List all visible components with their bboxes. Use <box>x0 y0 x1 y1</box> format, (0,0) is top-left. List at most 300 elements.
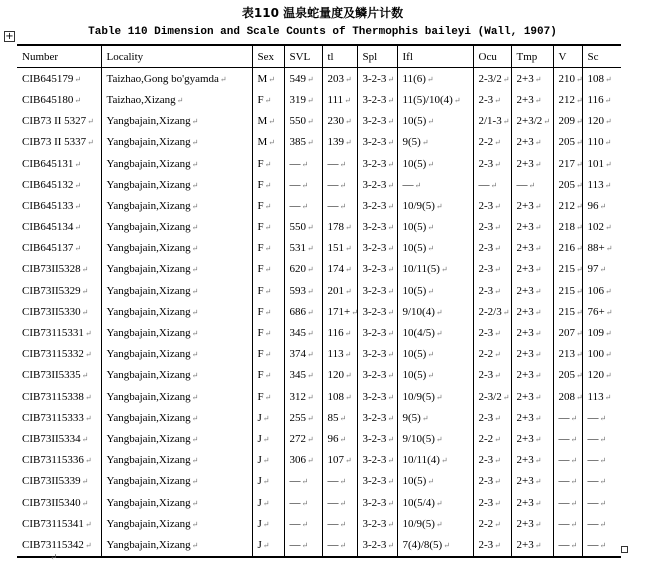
cell-end-mark-icon: ↵ <box>301 159 309 169</box>
col-header-sc: Sc <box>582 45 621 68</box>
cell-value: 3-2-3 <box>362 242 387 255</box>
cell-end-mark-icon: ↵ <box>191 371 199 381</box>
cell-end-mark-icon: ↵ <box>605 286 612 296</box>
cell-value: — <box>327 475 339 488</box>
cell-end-mark-icon: ↵ <box>307 456 314 466</box>
cell-end-mark-icon: ↵ <box>502 117 510 127</box>
cell-end-mark-icon: ↵ <box>191 540 199 550</box>
table-row <box>17 471 621 492</box>
cell-end-mark-icon: ↵ <box>440 265 448 275</box>
cell-end-mark-icon: ↵ <box>345 392 352 402</box>
cell-v <box>553 89 582 110</box>
cell-tmp <box>511 217 553 238</box>
cell-ocu <box>473 217 511 238</box>
cell-number <box>17 471 101 492</box>
cell-ocu <box>473 195 511 216</box>
cell-end-mark-icon: ↵ <box>570 540 578 550</box>
cell-value: — <box>516 178 528 191</box>
cell-end-mark-icon: ↵ <box>307 413 314 423</box>
cell-tmp <box>511 68 553 90</box>
cell-end-mark-icon: ↵ <box>191 265 199 275</box>
table-row <box>17 386 621 407</box>
cell-tmp <box>511 280 553 301</box>
cell-value: CIB73 II 5337 <box>22 136 87 149</box>
cell-value: Yangbajain,Xizang <box>106 263 191 276</box>
cell-value: 201 <box>327 284 344 297</box>
cell-end-mark-icon: ↵ <box>534 307 542 317</box>
cell-value: Taizhao,Gong bo'gyamda <box>106 72 219 85</box>
cell-value: 2+3 <box>516 517 534 530</box>
cell-end-mark-icon: ↵ <box>191 201 199 211</box>
cell-end-mark-icon: ↵ <box>605 371 612 381</box>
table-row <box>17 174 621 195</box>
cell-svl <box>284 450 322 471</box>
cell-value: J <box>257 411 262 424</box>
cell-value: Yangbajain,Xizang <box>106 221 191 234</box>
cell-value: 215 <box>558 263 575 276</box>
cell-value: 2+3 <box>516 72 534 85</box>
cell-ocu <box>473 174 511 195</box>
cell-end-mark-icon: ↵ <box>84 456 92 466</box>
cell-end-mark-icon: ↵ <box>307 95 314 105</box>
cell-end-mark-icon: ↵ <box>494 540 501 550</box>
cell-end-mark-icon: ↵ <box>440 456 448 466</box>
cell-end-mark-icon: ↵ <box>191 307 199 317</box>
cell-number <box>17 280 101 301</box>
table-row <box>17 111 621 132</box>
cell-end-mark-icon: ↵ <box>191 498 199 508</box>
cell-value: 171+ <box>327 305 351 318</box>
cell-value: CIB73115333 <box>22 411 84 424</box>
cell-ifl <box>397 450 473 471</box>
cell-number <box>17 259 101 280</box>
cell-locality <box>101 68 252 90</box>
cell-value: 10/9(5) <box>402 390 435 403</box>
cell-value: 85 <box>327 411 339 424</box>
cell-value: J <box>257 496 262 509</box>
table-title-english: Table 110 Dimension and Scale Counts of Thermophis baileyi (Wall, 1907) <box>88 26 557 38</box>
cell-tmp <box>511 534 553 556</box>
cell-end-mark-icon: ↵ <box>191 159 199 169</box>
cell-end-mark-icon: ↵ <box>307 244 314 254</box>
cell-ifl <box>397 132 473 153</box>
cell-value: 3-2-3 <box>362 221 387 234</box>
cell-sc <box>582 513 621 534</box>
cell-value: — <box>289 496 301 509</box>
cell-ocu <box>473 111 511 132</box>
cell-sex <box>252 322 284 343</box>
cell-value: 9/10(4) <box>402 305 435 318</box>
cell-locality <box>101 238 252 259</box>
cell-v <box>553 365 582 386</box>
col-header-spl: Spl <box>357 45 397 68</box>
cell-value: — <box>558 538 570 551</box>
cell-sex <box>252 386 284 407</box>
cell-value: 10(5) <box>402 348 427 361</box>
cell-number <box>17 322 101 343</box>
cell-spl <box>357 280 397 301</box>
cell-value: 108 <box>327 390 344 403</box>
cell-value: 2-3 <box>478 93 494 106</box>
cell-value: 208 <box>558 390 575 403</box>
col-header-sex: Sex <box>252 45 284 68</box>
cell-locality <box>101 89 252 110</box>
cell-end-mark-icon: ↵ <box>74 201 82 211</box>
cell-value: F <box>257 199 264 212</box>
cell-end-mark-icon: ↵ <box>339 498 347 508</box>
cell-tmp <box>511 195 553 216</box>
cell-end-mark-icon: ↵ <box>191 392 199 402</box>
cell-end-mark-icon: ↵ <box>494 434 501 444</box>
table-row <box>17 450 621 471</box>
cell-end-mark-icon: ↵ <box>599 498 607 508</box>
cell-spl <box>357 111 397 132</box>
cell-v <box>553 132 582 153</box>
cell-locality <box>101 153 252 174</box>
cell-end-mark-icon: ↵ <box>534 371 542 381</box>
cell-value: M <box>257 72 268 85</box>
cell-end-mark-icon: ↵ <box>387 519 395 529</box>
cell-end-mark-icon: ↵ <box>576 244 583 254</box>
cell-value: 230 <box>327 115 344 128</box>
cell-value: CIB73II5329 <box>22 284 81 297</box>
cell-end-mark-icon: ↵ <box>494 265 501 275</box>
cell-value: 111 <box>327 93 344 106</box>
cell-v <box>553 513 582 534</box>
table-row <box>17 68 621 90</box>
cell-end-mark-icon: ↵ <box>262 498 270 508</box>
cell-value: 550 <box>289 221 306 234</box>
cell-v <box>553 407 582 428</box>
cell-value: 2-3 <box>478 369 494 382</box>
cell-end-mark-icon: ↵ <box>262 519 270 529</box>
cell-end-mark-icon: ↵ <box>494 201 501 211</box>
cell-end-mark-icon: ↵ <box>307 307 314 317</box>
cell-v <box>553 195 582 216</box>
cell-value: F <box>257 305 264 318</box>
cell-value: 120 <box>327 369 344 382</box>
cell-end-mark-icon: ↵ <box>345 286 352 296</box>
cell-end-mark-icon: ↵ <box>605 74 612 84</box>
cell-end-mark-icon: ↵ <box>262 477 270 487</box>
cell-value: 205 <box>558 369 575 382</box>
cell-value: Yangbajain,Xizang <box>106 390 191 403</box>
cell-end-mark-icon: ↵ <box>301 540 309 550</box>
cell-value: — <box>289 475 301 488</box>
cell-value: 2-3 <box>478 263 494 276</box>
cell-value: — <box>558 411 570 424</box>
cell-value: — <box>289 157 301 170</box>
cell-sc <box>582 217 621 238</box>
cell-end-mark-icon: ↵ <box>81 498 89 508</box>
cell-sex <box>252 68 284 90</box>
table-row <box>17 301 621 322</box>
cell-v <box>553 450 582 471</box>
cell-end-mark-icon: ↵ <box>81 434 89 444</box>
cell-end-mark-icon: ↵ <box>81 265 89 275</box>
cell-spl <box>357 195 397 216</box>
cell-ifl <box>397 322 473 343</box>
cell-value: 3-2-3 <box>362 517 387 530</box>
cell-end-mark-icon: ↵ <box>494 519 501 529</box>
cell-number <box>17 153 101 174</box>
cell-ocu <box>473 238 511 259</box>
cell-end-mark-icon: ↵ <box>490 180 498 190</box>
cell-end-mark-icon: ↵ <box>534 540 542 550</box>
cell-end-mark-icon: ↵ <box>427 371 435 381</box>
cell-end-mark-icon: ↵ <box>494 223 501 233</box>
cell-ifl <box>397 513 473 534</box>
cell-svl <box>284 407 322 428</box>
cell-value: 174 <box>327 263 344 276</box>
cell-v <box>553 428 582 449</box>
cell-end-mark-icon: ↵ <box>543 117 550 127</box>
cell-end-mark-icon: ↵ <box>534 456 542 466</box>
cell-value: Yangbajain,Xizang <box>106 242 191 255</box>
cell-value: 2+3 <box>516 221 534 234</box>
cell-value: CIB645134 <box>22 221 74 234</box>
cell-end-mark-icon: ↵ <box>494 413 501 423</box>
cell-end-mark-icon: ↵ <box>534 498 542 508</box>
cell-end-mark-icon: ↵ <box>599 413 607 423</box>
cell-value: 76+ <box>587 305 605 318</box>
cell-end-mark-icon: ↵ <box>534 434 542 444</box>
cell-end-mark-icon: ↵ <box>570 434 578 444</box>
cell-value: Yangbajain,Xizang <box>106 305 191 318</box>
cell-value: 3-2-3 <box>362 454 387 467</box>
cell-spl <box>357 428 397 449</box>
cell-ocu <box>473 132 511 153</box>
cell-end-mark-icon: ↵ <box>576 201 583 211</box>
cell-tmp <box>511 407 553 428</box>
cell-value: 2-2 <box>478 136 494 149</box>
cell-value: 113 <box>327 348 344 361</box>
cell-sc <box>582 450 621 471</box>
cell-value: J <box>257 475 262 488</box>
cell-value: — <box>558 496 570 509</box>
cell-value: 550 <box>289 115 306 128</box>
cell-ocu <box>473 386 511 407</box>
cell-end-mark-icon: ↵ <box>387 244 395 254</box>
cell-end-mark-icon: ↵ <box>81 477 89 487</box>
cell-end-mark-icon: ↵ <box>191 286 199 296</box>
cell-tl <box>322 238 357 259</box>
cell-end-mark-icon: ↵ <box>426 74 434 84</box>
cell-end-mark-icon: ↵ <box>605 159 612 169</box>
cell-end-mark-icon: ↵ <box>264 307 272 317</box>
cell-end-mark-icon: ↵ <box>84 392 92 402</box>
cell-value: 2+3 <box>516 432 534 445</box>
cell-end-mark-icon: ↵ <box>262 456 270 466</box>
cell-spl <box>357 89 397 110</box>
cell-value: 2-3 <box>478 454 494 467</box>
cell-value: — <box>327 157 339 170</box>
cell-value: 102 <box>587 221 604 234</box>
cell-end-mark-icon: ↵ <box>387 95 395 105</box>
cell-value: F <box>257 369 264 382</box>
cell-end-mark-icon: ↵ <box>84 350 92 360</box>
cell-tl <box>322 68 357 90</box>
cell-value: 215 <box>558 305 575 318</box>
cell-end-mark-icon: ↵ <box>435 434 443 444</box>
cell-spl <box>357 513 397 534</box>
cell-end-mark-icon: ↵ <box>576 265 583 275</box>
cell-end-mark-icon: ↵ <box>534 477 542 487</box>
cell-value: 10(5) <box>402 369 427 382</box>
cell-locality <box>101 195 252 216</box>
cell-locality <box>101 386 252 407</box>
cell-svl <box>284 344 322 365</box>
cell-tl <box>322 534 357 556</box>
cell-end-mark-icon: ↵ <box>494 329 501 339</box>
cell-value: Yangbajain,Xizang <box>106 369 191 382</box>
cell-value: CIB73115336 <box>22 454 84 467</box>
cell-svl <box>284 513 322 534</box>
cell-ifl <box>397 68 473 90</box>
cell-value: J <box>257 432 262 445</box>
cell-ocu <box>473 344 511 365</box>
cell-value: 10/11(5) <box>402 263 440 276</box>
cell-value: F <box>257 93 264 106</box>
cell-end-mark-icon: ↵ <box>307 74 314 84</box>
cell-value: — <box>327 178 339 191</box>
cell-spl <box>357 492 397 513</box>
cell-end-mark-icon: ↵ <box>502 307 510 317</box>
cell-sc <box>582 407 621 428</box>
cell-end-mark-icon: ↵ <box>74 244 82 254</box>
cell-locality <box>101 513 252 534</box>
cell-sex <box>252 407 284 428</box>
cell-locality <box>101 428 252 449</box>
cell-value: 374 <box>289 348 306 361</box>
cell-tl <box>322 407 357 428</box>
table-row <box>17 492 621 513</box>
cell-ocu <box>473 153 511 174</box>
cell-tmp <box>511 492 553 513</box>
cell-end-mark-icon: ↵ <box>599 434 607 444</box>
cell-spl <box>357 68 397 90</box>
cell-sc <box>582 195 621 216</box>
cell-sc <box>582 238 621 259</box>
cell-value: CIB73II5340 <box>22 496 81 509</box>
cell-spl <box>357 534 397 556</box>
cell-sc <box>582 132 621 153</box>
cell-end-mark-icon: ↵ <box>84 540 92 550</box>
cell-value: 620 <box>289 263 306 276</box>
cell-ifl <box>397 195 473 216</box>
table-row <box>17 195 621 216</box>
table-move-handle-icon[interactable]: + <box>5 31 14 42</box>
cell-end-mark-icon: ↵ <box>339 540 347 550</box>
cell-value: 205 <box>558 136 575 149</box>
cell-sex <box>252 132 284 153</box>
cell-value: 2-3 <box>478 284 494 297</box>
cell-sc <box>582 428 621 449</box>
cell-end-mark-icon: ↵ <box>264 371 272 381</box>
table-row <box>17 89 621 110</box>
cell-tmp <box>511 174 553 195</box>
cell-svl <box>284 471 322 492</box>
paragraph-mark-icon: ↵ <box>50 552 58 562</box>
cell-value: 2+3 <box>516 136 534 149</box>
cell-end-mark-icon: ↵ <box>534 159 542 169</box>
cell-end-mark-icon: ↵ <box>387 201 395 211</box>
cell-end-mark-icon: ↵ <box>339 413 347 423</box>
cell-value: — <box>289 517 301 530</box>
cell-value: 100 <box>587 348 604 361</box>
cell-value: 2-3/2 <box>478 72 502 85</box>
cell-end-mark-icon: ↵ <box>435 392 443 402</box>
cell-end-mark-icon: ↵ <box>307 329 314 339</box>
col-header-locality: Locality <box>101 45 252 68</box>
cell-end-mark-icon: ↵ <box>345 244 352 254</box>
cell-v <box>553 492 582 513</box>
cell-end-mark-icon: ↵ <box>345 223 352 233</box>
cell-end-mark-icon: ↵ <box>427 350 435 360</box>
cell-end-mark-icon: ↵ <box>599 540 607 550</box>
table-row <box>17 534 621 556</box>
cell-tl <box>322 153 357 174</box>
cell-spl <box>357 153 397 174</box>
cell-value: 11(6) <box>402 72 426 85</box>
cell-end-mark-icon: ↵ <box>387 265 395 275</box>
cell-value: 2-2 <box>478 348 494 361</box>
cell-end-mark-icon: ↵ <box>435 519 443 529</box>
cell-svl <box>284 132 322 153</box>
cell-ocu <box>473 513 511 534</box>
cell-value: 213 <box>558 348 575 361</box>
cell-sc <box>582 471 621 492</box>
cell-tl <box>322 344 357 365</box>
cell-end-mark-icon: ↵ <box>494 371 501 381</box>
cell-end-mark-icon: ↵ <box>387 540 395 550</box>
cell-end-mark-icon: ↵ <box>494 286 501 296</box>
cell-end-mark-icon: ↵ <box>307 286 314 296</box>
cell-value: J <box>257 538 262 551</box>
cell-end-mark-icon: ↵ <box>570 519 578 529</box>
cell-value: 686 <box>289 305 306 318</box>
cell-end-mark-icon: ↵ <box>191 456 199 466</box>
cell-end-mark-icon: ↵ <box>264 244 272 254</box>
cell-number <box>17 365 101 386</box>
cell-tl <box>322 365 357 386</box>
cell-number <box>17 174 101 195</box>
cell-end-mark-icon: ↵ <box>494 244 501 254</box>
cell-svl <box>284 153 322 174</box>
cell-value: 2+3 <box>516 390 534 403</box>
cell-number <box>17 513 101 534</box>
cell-value: 207 <box>558 327 575 340</box>
cell-value: 10/11(4) <box>402 454 440 467</box>
cell-sc <box>582 68 621 90</box>
cell-value: 3-2-3 <box>362 369 387 382</box>
cell-end-mark-icon: ↵ <box>502 392 510 402</box>
cell-end-mark-icon: ↵ <box>605 223 612 233</box>
cell-v <box>553 217 582 238</box>
cell-spl <box>357 322 397 343</box>
cell-svl <box>284 195 322 216</box>
cell-spl <box>357 217 397 238</box>
cell-value: 2-3 <box>478 538 494 551</box>
cell-v <box>553 344 582 365</box>
cell-value: 10(5) <box>402 221 427 234</box>
cell-sc <box>582 89 621 110</box>
table-resize-handle-icon[interactable] <box>621 546 628 553</box>
cell-sc <box>582 322 621 343</box>
cell-value: 107 <box>327 454 344 467</box>
cell-value: 2-3/2 <box>478 390 502 403</box>
cell-tl <box>322 217 357 238</box>
